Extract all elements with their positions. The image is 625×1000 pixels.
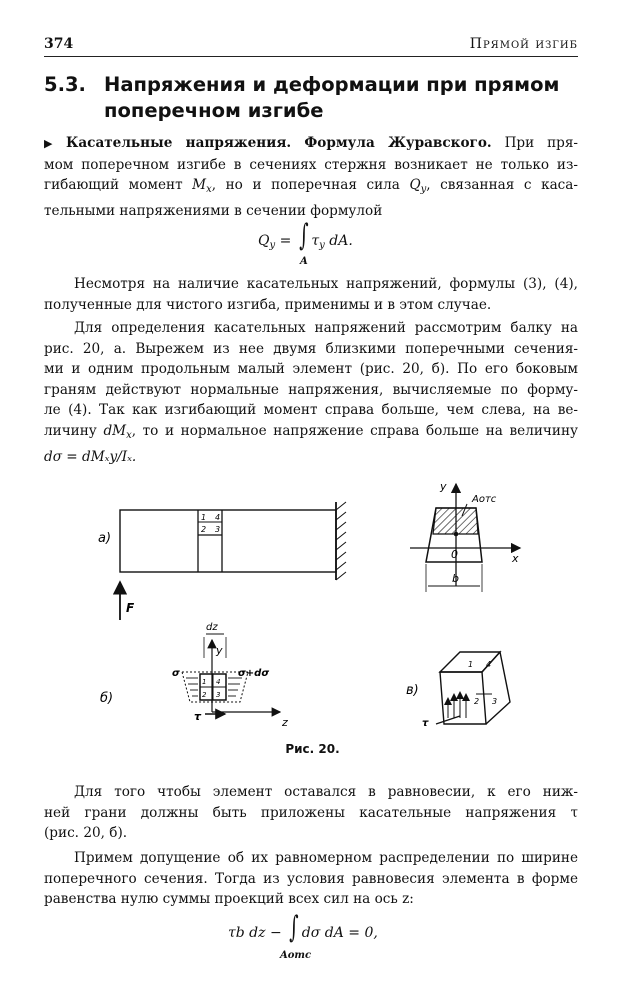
axis-x-label: x (512, 552, 519, 565)
integral-limit: A (300, 256, 308, 267)
label-1b: 1 (202, 678, 207, 686)
symbol-sub: y (420, 184, 427, 196)
paragraph-line: dσ = dMₓy/Iₓ. (44, 448, 137, 465)
formula-lhs: τb dz − (228, 925, 287, 941)
force-label: F (126, 601, 135, 615)
label-b: б) (100, 691, 114, 706)
paragraph-line: равенства нулю суммы проекций всех сил на ось z: (44, 891, 414, 908)
hatched-area (433, 508, 478, 534)
element-v-diagram (406, 652, 510, 729)
paragraph-line: Примем допущение об их равномерном распределении по ширине (74, 850, 578, 866)
wall-hatch (336, 502, 346, 580)
paragraph-4 (44, 782, 578, 844)
tau-label-b: τ (194, 710, 202, 723)
paragraph-5 (44, 848, 578, 910)
beam-diagram (98, 502, 346, 620)
label-1v: 1 (468, 660, 474, 669)
symbol-Q: Q (409, 177, 421, 194)
paragraph-line: Несмотря на наличие касательных напряжений, формулы (3), (4), (74, 276, 578, 292)
formula-sub: y (319, 240, 325, 251)
integral-limit-ots: Aотс (280, 950, 312, 961)
paragraph-line: полученные для чистого изгиба, применимы и в этом случае. (44, 296, 492, 313)
origin-label: 0 (451, 548, 458, 561)
formula-sub: y (269, 240, 276, 251)
cross-section-diagram (410, 480, 520, 592)
beam-rect (120, 510, 336, 572)
symbol-sub: x (126, 429, 132, 441)
symbol-dM: dM (103, 422, 127, 439)
paragraph-line (44, 421, 578, 447)
symbol-sub: x (206, 184, 212, 196)
formula-integrand: dσ dA = 0, (301, 925, 378, 941)
paragraph-line: (рис. 20, б). (44, 825, 128, 842)
text-span: , но и поперечная сила (211, 177, 410, 194)
label-3: 3 (215, 525, 221, 534)
axis-y-label-b: y (216, 644, 223, 657)
area-ots-label: Aотс (472, 494, 497, 505)
formula-equals: = (275, 233, 296, 249)
paragraph-2 (44, 274, 578, 315)
symbol-M: M (192, 177, 207, 194)
sigma-label: σ (172, 668, 180, 679)
paragraph-line (44, 175, 578, 201)
label-4: 4 (215, 513, 221, 522)
paragraph-line: Для определения касательных напряжений рассмотрим балку на (74, 320, 578, 336)
paragraph-line (44, 133, 578, 155)
section-title-line1: Напряжения и деформации при прямом (104, 73, 560, 96)
label-4v: 4 (486, 660, 492, 669)
label-2b: 2 (202, 691, 207, 699)
paragraph-line: граням действуют нормальные напряжения, вычисляемые по форму- (44, 381, 578, 398)
axis-y-label: y (440, 480, 447, 493)
paragraph-line: мом поперечном изгибе в сечениях стержня возникает не только из- (44, 156, 578, 173)
axis-z-label: z (282, 716, 288, 729)
width-b-label: b (452, 572, 459, 585)
running-title: Прямой изгиб (469, 36, 578, 52)
label-4b: 4 (216, 678, 221, 686)
triangle-marker-icon: ▶ (44, 137, 53, 150)
section-number: 5.3. (44, 73, 86, 96)
integral-sign-icon: ∫ (298, 218, 309, 253)
formula-equilibrium (228, 910, 378, 945)
text-span: При пря- (504, 135, 578, 151)
sigma-dsigma-label: σ+dσ (238, 668, 270, 679)
paragraph-line: ле (4). Так как изгибающий момент справа больше, чем слева, на ве- (44, 402, 578, 419)
paragraph-3 (44, 318, 578, 467)
label-v: в) (406, 683, 419, 698)
formula-symbol: Q (258, 233, 270, 249)
paragraph-heading: Касательные напряжения. Формула Журавского. (66, 135, 492, 151)
paragraph-line: поперечного сечения. Тогда из условия равновесия элемента в форме (44, 870, 578, 887)
label-1: 1 (201, 513, 207, 522)
paragraph-line: Для того чтобы элемент оставался в равновесии, к его ниж- (74, 784, 578, 800)
figure-caption: Рис. 20. (285, 742, 340, 756)
paragraph-line: ми и одним продольным малый элемент (рис. 20, б). По его боковым (44, 361, 578, 378)
section-title (44, 72, 584, 124)
label-2: 2 (201, 525, 207, 534)
dz-label: dz (206, 622, 218, 633)
label-2v: 2 (474, 697, 480, 706)
text-span: гибающий момент (44, 177, 193, 194)
integral-sign-icon: ∫ (289, 910, 299, 945)
element-b-diagram (100, 622, 288, 729)
formula-tail: dA. (324, 233, 353, 249)
text-span: личину (44, 422, 104, 439)
section-title-line2: поперечном изгибе (104, 99, 324, 122)
figure-20 (0, 462, 625, 762)
label-3b: 3 (216, 691, 221, 699)
tau-label-v: τ (422, 718, 429, 729)
formula-shear-force (258, 218, 353, 253)
formula-symbol: τ (311, 233, 320, 249)
label-3v: 3 (492, 697, 498, 706)
label-a: а) (98, 531, 112, 546)
text-span: , то и нормальное напряжение справа больше на величину (131, 422, 579, 439)
page-number: 374 (44, 36, 74, 52)
paragraph-intro (44, 133, 578, 221)
text-span: , связанная с каса- (426, 177, 578, 194)
paragraph-line: тельными напряжениями в сечении формулой (44, 202, 383, 219)
paragraph-line: рис. 20, а. Вырежем из нее двумя близкими поперечными сечения- (44, 340, 578, 357)
page-header (44, 34, 578, 57)
paragraph-line: ней грани должны быть приложены касательные напряжения τ (44, 804, 578, 821)
